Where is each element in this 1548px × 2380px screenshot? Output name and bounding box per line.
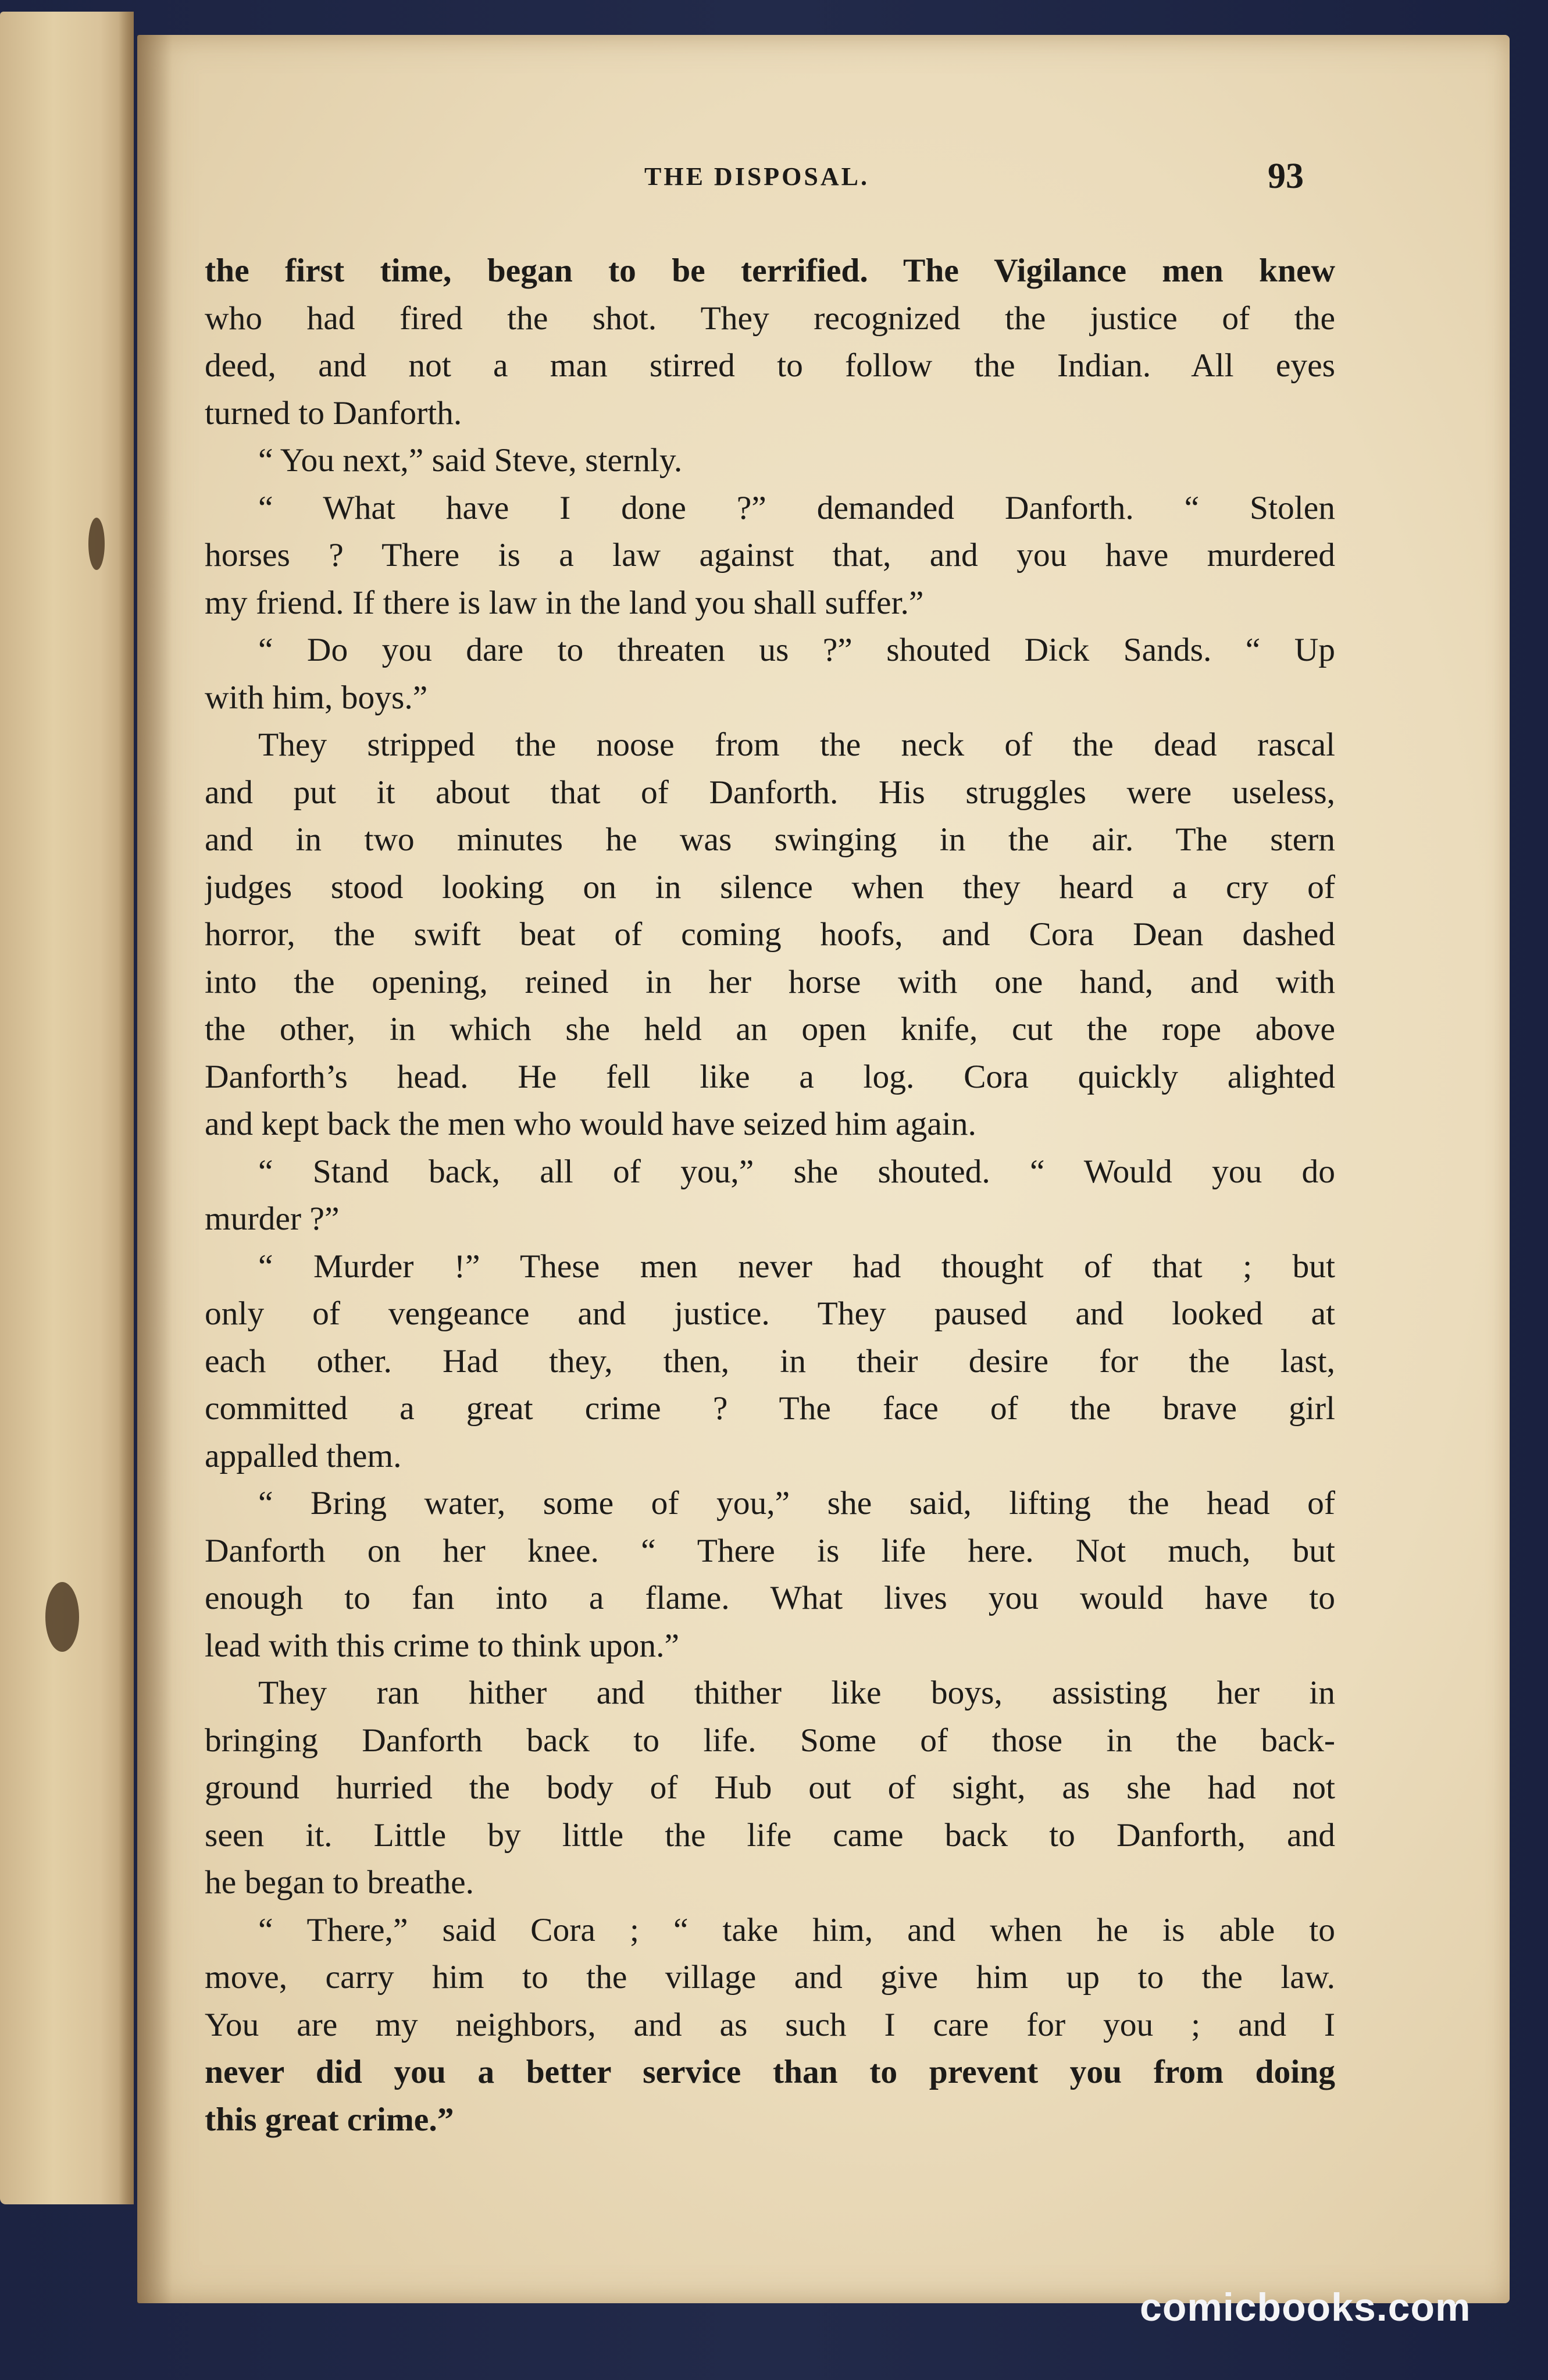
text-line: lead with this crime to think upon.” (205, 1627, 680, 1664)
text-line: with him, boys.” (205, 679, 428, 716)
text-line: each other. Had they, then, in their desire for the last, (205, 1342, 1335, 1380)
text-line: Danforth’s head. He fell like a log. Cora quickly alighted (205, 1058, 1335, 1095)
page-stain (88, 518, 105, 570)
text-line: and put it about that of Danforth. His struggles were useless, (205, 774, 1335, 811)
text-line: “ Do you dare to threaten us ?” shouted Dick Sands. “ Up (258, 632, 1335, 668)
text-line: the first time, began to be terrified. The Vigilance men knew (205, 252, 1335, 289)
text-line: “ Bring water, some of you,” she said, lifting the head of (258, 1485, 1335, 1522)
text-line: he began to breathe. (205, 1864, 474, 1901)
text-line: never did you a better service than to prevent you from doing (205, 2054, 1335, 2090)
text-line: judges stood looking on in silence when they heard a cry of (205, 868, 1335, 906)
text-line: Danforth on her knee. “ There is life here. Not much, but (205, 1532, 1335, 1569)
previous-page-edge (0, 12, 134, 2204)
text-line: and kept back the men who would have seized him again. (205, 1106, 976, 1142)
text-line: “ Stand back, all of you,” she shouted. “ Would you do (258, 1153, 1335, 1190)
text-line: “ You next,” said Steve, sternly. (258, 442, 683, 479)
page-number: 93 (1268, 156, 1304, 196)
text-line: my friend. If there is law in the land you shall suffer.” (205, 584, 924, 621)
text-line: “ Murder !” These men never had thought of that ; but (258, 1248, 1335, 1285)
text-line: committed a great crime ? The face of the brave girl (205, 1390, 1335, 1427)
text-line: this great crime.” (205, 2101, 454, 2138)
text-line: “ What have I done ?” demanded Danforth. “ Stolen (258, 489, 1335, 526)
text-line: murder ?” (205, 1200, 340, 1237)
chapter-title: THE DISPOSAL. (644, 162, 869, 191)
text-line: the other, in which she held an open knife, cut the rope above (205, 1011, 1335, 1048)
text-line: “ There,” said Cora ; “ take him, and when he is able to (258, 1911, 1335, 1948)
text-line: enough to fan into a flame. What lives you would have to (205, 1580, 1335, 1616)
watermark-text: comicbooks.com (1140, 2285, 1471, 2329)
text-line: into the opening, reined in her horse with one hand, and with (205, 963, 1335, 1000)
text-line: appalled them. (205, 1437, 402, 1474)
text-line: turned to Danforth. (205, 394, 462, 432)
text-line: deed, and not a man stirred to follow the Indian. All eyes (205, 347, 1335, 384)
text-line: bringing Danforth back to life. Some of those in the back- (205, 1722, 1335, 1759)
text-line: They ran hither and thither like boys, assisting her in (258, 1674, 1335, 1711)
text-line: who had fired the shot. They recognized the justice of the (205, 300, 1335, 337)
text-line: You are my neighbors, and as such I care for you ; and I (205, 2006, 1335, 2043)
running-header (0, 156, 1548, 197)
page-stain (45, 1582, 79, 1652)
spine-shadow (137, 35, 172, 2303)
text-line: ground hurried the body of Hub out of sight, as she had not (205, 1769, 1335, 1806)
text-line: seen it. Little by little the life came back to Danforth, and (205, 1816, 1335, 1854)
text-line: move, carry him to the village and give him up to the law. (205, 1959, 1335, 1996)
text-line: horror, the swift beat of coming hoofs, and Cora Dean dashed (205, 916, 1335, 953)
text-line: only of vengeance and justice. They paused and looked at (205, 1295, 1335, 1332)
text-line: and in two minutes he was swinging in the air. The stern (205, 821, 1335, 858)
text-line: horses ? There is a law against that, and you have murdered (205, 537, 1335, 573)
text-line: They stripped the noose from the neck of the dead rascal (258, 726, 1335, 763)
body-text (205, 247, 1335, 2184)
